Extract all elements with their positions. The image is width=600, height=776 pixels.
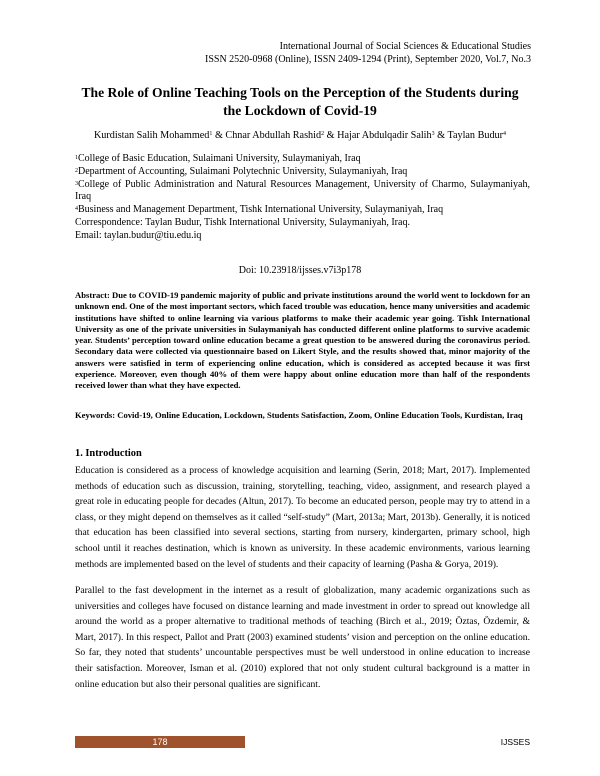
- affiliations: [75, 153, 530, 243]
- abstract: Abstract: Due to COVID-19 pandemic majority of public and private institutions around the world went to lockdown for an unknown end. One of the most important sectors, which faced trouble was education, hence many universities and academic institutions have shifted to online learning via various platforms to make their academic year going. Tishk International University as one of the private universities in Sulaymaniyah has conducted different online platforms to survive academic year. Students’ perception toward online education became a great question to be answered during the coronavirus period. Secondary data were collected via questionnaire based on Likert Style, and the results showed that, minor majority of the answers were satisfied in term of experiencing online education, which is considered as accepted because it was first experience. Moreover, even though 40% of them were happy about online education more than half of the respondents received lower than what they have expected.: [75, 290, 530, 391]
- affil-text: College of Public Administration and Natural Resources Management, University of Charmo, Sulaymaniyah, Iraq: [75, 178, 530, 203]
- page-number: 178: [152, 737, 168, 747]
- affiliation: [75, 166, 530, 179]
- keywords: Keywords: Covid-19, Online Education, Lockdown, Students Satisfaction, Zoom, Online Education Tools, Kurdistan, Iraq: [75, 410, 523, 420]
- author-name: Hajar Abdulqadir Salih: [337, 130, 432, 141]
- section-heading: 1. Introduction: [75, 448, 142, 459]
- author-name: Chnar Abdullah Rashid: [225, 130, 322, 141]
- journal-name: International Journal of Social Sciences & Educational Studies: [279, 41, 531, 52]
- page-number-bar: [75, 736, 245, 748]
- title-line-1: The Role of Online Teaching Tools on the Perception of the Students during: [81, 85, 519, 100]
- author-separator: &: [324, 130, 338, 141]
- journal-abbreviation: IJSSES: [500, 737, 530, 747]
- author-separator: &: [212, 130, 226, 141]
- affiliation: [75, 204, 530, 217]
- journal-issue: ISSN 2520-0968 (Online), ISSN 2409-1294 (Print), September 2020, Vol.7, No.3: [204, 54, 531, 65]
- journal-header: [205, 40, 531, 66]
- author-list: [60, 129, 540, 142]
- body-paragraph: Parallel to the fast development in the internet as a result of globalization, many academic organizations such as universities and colleges have focused on distance learning and made investment in order to spread out knowledge all around the world as a proper alternative to traditional methods of teaching (Birch et al., 2019; Öztas, Özdemir, & Mart, 2017). In this respect, Pallot and Pratt (2003) examined students’ vision and perception on the online education. So far, they noted that students’ uncountable perspectives must be well understood in online education to increase their satisfaction. Moreover, Isman et al. (2010) explored that not only student cultural background is a matter in online education but also their personal qualities are significant.: [75, 585, 530, 690]
- affil-text: College of Basic Education, Sulaimani University, Sulaymaniyah, Iraq: [78, 153, 361, 164]
- affil-mark: 2: [75, 167, 78, 174]
- author-name: Taylan Budur: [447, 130, 504, 141]
- author-affil-mark: 4: [503, 131, 507, 137]
- affil-text: Business and Management Department, Tishk International University, Sulaymaniyah, Iraq: [78, 204, 444, 216]
- affil-text: Department of Accounting, Sulaimani Polytechnic University, Sulaymaniyah, Iraq: [78, 165, 408, 177]
- affil-mark: 1: [75, 155, 78, 161]
- author-affil-mark: 1: [209, 131, 213, 137]
- author-separator: &: [434, 130, 448, 141]
- affiliation: [75, 179, 530, 205]
- body-paragraph: Education is considered as a process of knowledge acquisition and learning (Serin, 2018; Mart, 2017). Implemented methods of education such as discussion, training, storytelling, teaching, video, assignment, and research played a great role in educating people for decades (Altun, 2017). To become an educated person, people may try to attend in a class, or they might depend on themselves as it called “self-study” (Mart, 2013a; Mart, 2013b). Generally, it is noticed that education has been classified into several sections, starting from nursery, kindergarten, primary school, high school until it reaches destination, which is known as university. In these academic environments, various learning methods are implemented based on the level of students and their capacity of learning (Pasha & Gorya, 2019).: [75, 465, 530, 570]
- affiliation: [75, 153, 530, 166]
- doi-link[interactable]: Doi: 10.23918/ijsses.v7i3p178: [238, 265, 362, 276]
- title-line-2: the Lockdown of Covid-19: [223, 103, 377, 118]
- author-affil-mark: 3: [431, 131, 435, 137]
- author-affil-mark: 2: [321, 131, 325, 137]
- affil-mark: 4: [75, 206, 78, 213]
- correspondence: Correspondence: Taylan Budur, Tishk International University, Sulaymaniyah, Iraq.: [75, 216, 410, 228]
- email-link[interactable]: Email: taylan.budur@tiu.edu.iq: [75, 229, 202, 241]
- author-name: Kurdistan Salih Mohammed: [93, 130, 210, 141]
- affil-mark: 3: [75, 180, 78, 187]
- paper-title: [60, 84, 540, 120]
